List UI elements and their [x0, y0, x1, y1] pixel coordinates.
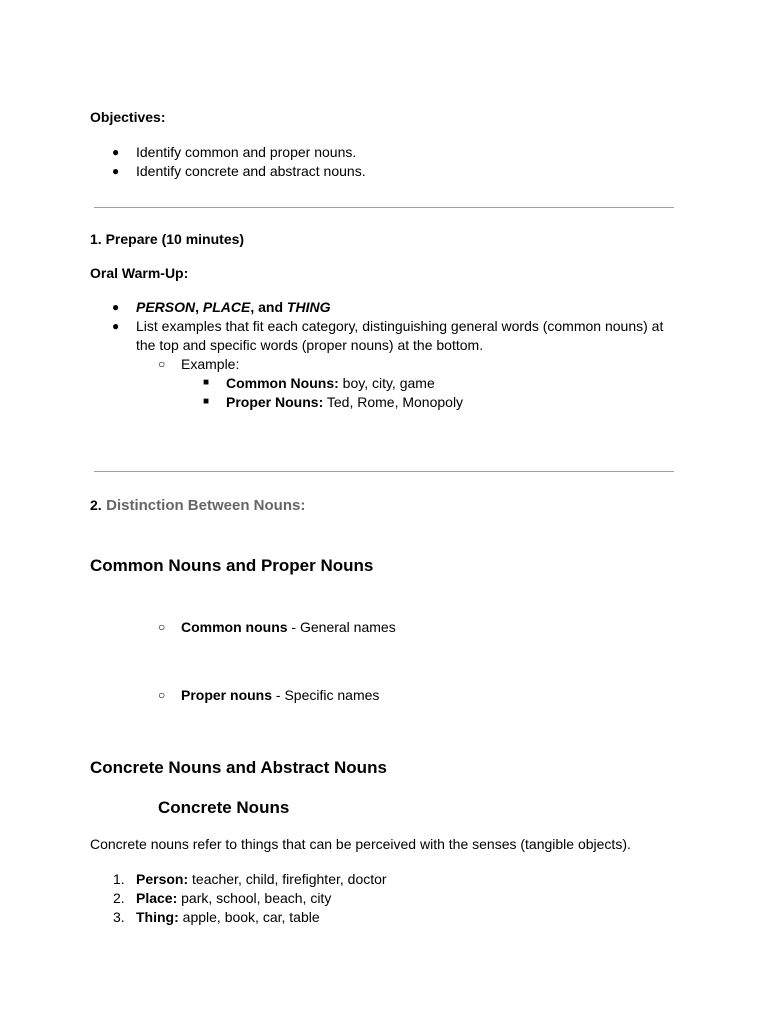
- proper-nouns-desc: - Specific names: [272, 687, 380, 703]
- list-examples-line-2: the top and specific words (proper nouns) at the bottom.: [136, 337, 484, 353]
- objective-item: Identify common and proper nouns.: [136, 144, 357, 160]
- proper-nouns-example: [226, 393, 463, 411]
- bullet-circle-icon: ○: [158, 688, 166, 702]
- oral-warmup-heading: Oral Warm-Up:: [90, 265, 189, 281]
- bullet-circle-icon: ○: [158, 357, 166, 371]
- section-2-number: 2.: [90, 497, 102, 513]
- bullet-disc-icon: ●: [112, 300, 120, 314]
- bullet-circle-icon: ○: [158, 620, 166, 634]
- objectives-heading: Objectives:: [90, 109, 166, 125]
- concrete-nouns-heading: Concrete Nouns: [158, 798, 290, 817]
- horizontal-divider: [94, 207, 674, 208]
- list-item-label: Person:: [136, 871, 189, 887]
- list-item-label: Thing:: [136, 909, 179, 925]
- list-item-number: 2.: [113, 890, 125, 906]
- category-place: PLACE: [202, 299, 251, 315]
- section-2-heading: [90, 496, 305, 515]
- bullet-square-icon: ■: [203, 396, 210, 407]
- common-nouns-values: boy, city, game: [338, 375, 435, 391]
- list-item-values: teacher, child, firefighter, doctor: [188, 871, 387, 887]
- proper-nouns-term: Proper nouns: [181, 687, 273, 703]
- list-item-number: 1.: [113, 871, 125, 887]
- list-item-number: 3.: [113, 909, 125, 925]
- section-2-title: Distinction Between Nouns:: [106, 497, 306, 514]
- list-item: [136, 908, 320, 926]
- proper-nouns-values: Ted, Rome, Monopoly: [323, 394, 464, 410]
- categories-line: [136, 298, 330, 316]
- category-person: PERSON: [136, 299, 196, 315]
- horizontal-divider: [94, 471, 674, 472]
- common-nouns-term: Common nouns: [181, 619, 288, 635]
- proper-nouns-definition: [181, 686, 379, 704]
- proper-nouns-label: Proper Nouns:: [226, 394, 324, 410]
- common-nouns-desc: - General names: [287, 619, 396, 635]
- category-thing: THING: [286, 299, 331, 315]
- categories-separator: ,: [195, 299, 203, 315]
- categories-and: , and: [250, 299, 287, 315]
- concrete-abstract-subheading: Concrete Nouns and Abstract Nouns: [90, 758, 387, 777]
- section-1-heading: 1. Prepare (10 minutes): [90, 231, 245, 247]
- bullet-disc-icon: ●: [112, 164, 120, 178]
- common-nouns-definition: [181, 618, 396, 636]
- bullet-disc-icon: ●: [112, 145, 120, 159]
- list-item-values: apple, book, car, table: [178, 909, 320, 925]
- list-examples-line-1: List examples that fit each category, distinguishing general words (common nouns) at: [136, 318, 664, 334]
- bullet-disc-icon: ●: [112, 319, 120, 333]
- common-nouns-label: Common Nouns:: [226, 375, 339, 391]
- common-proper-subheading: Common Nouns and Proper Nouns: [90, 556, 374, 575]
- bullet-square-icon: ■: [203, 377, 210, 388]
- list-item-label: Place:: [136, 890, 178, 906]
- example-label: Example:: [181, 356, 240, 372]
- concrete-nouns-description: Concrete nouns refer to things that can be perceived with the senses (tangible objects).: [90, 836, 631, 852]
- list-item: [136, 870, 387, 888]
- common-nouns-example: [226, 374, 435, 392]
- list-item-values: park, school, beach, city: [177, 890, 332, 906]
- objective-item: Identify concrete and abstract nouns.: [136, 163, 366, 179]
- list-item: [136, 889, 331, 907]
